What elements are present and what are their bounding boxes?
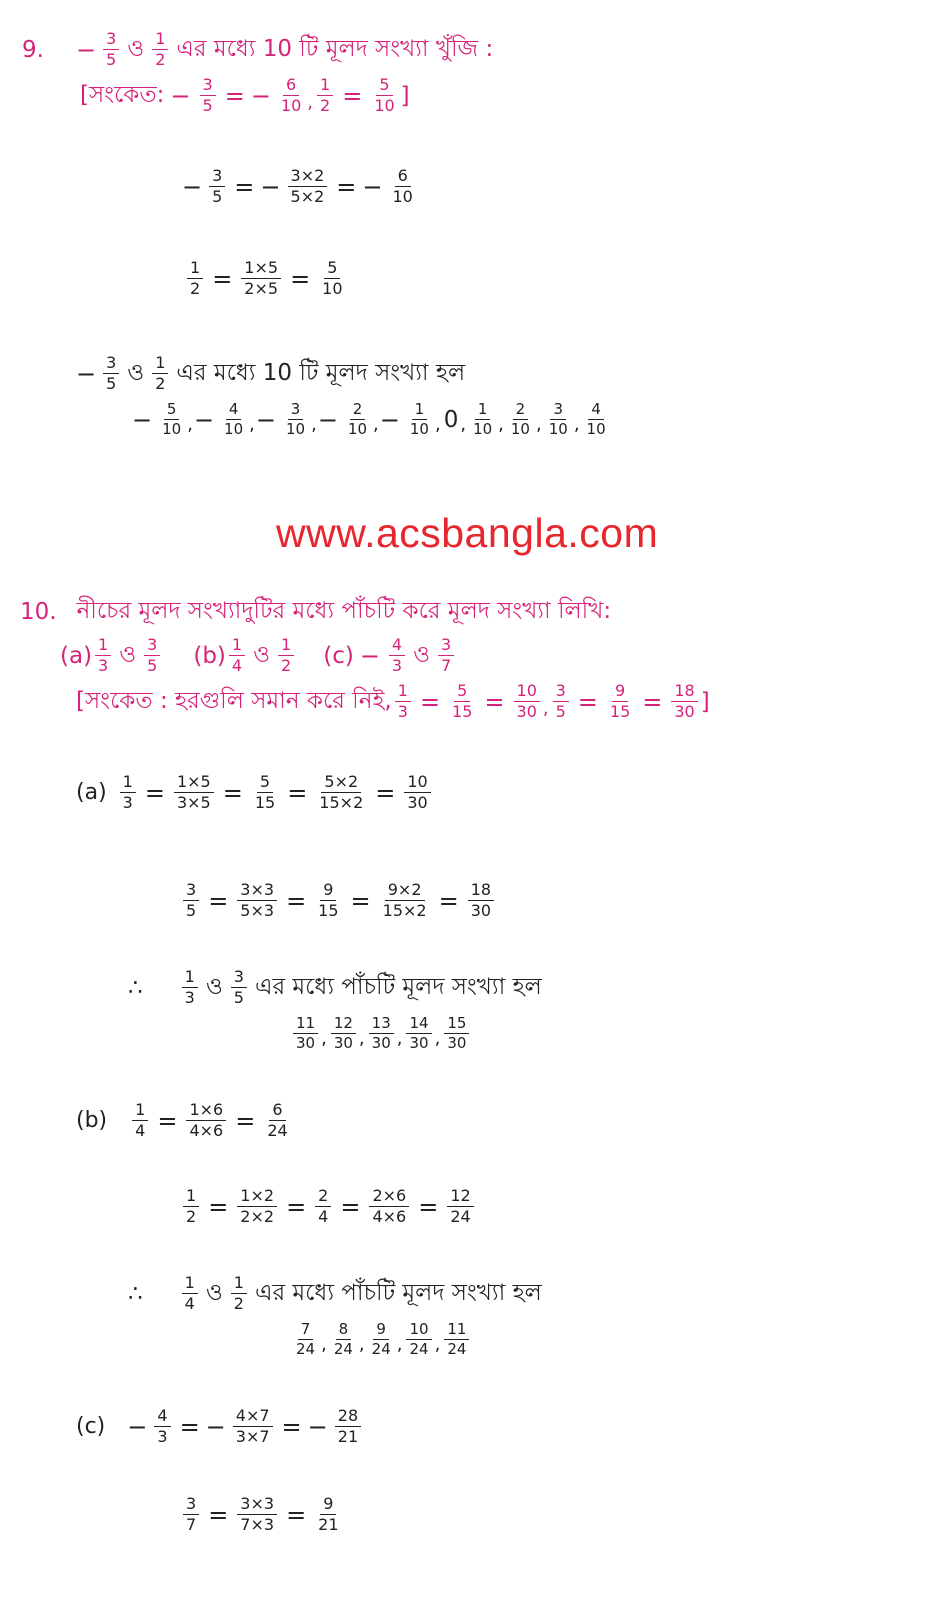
fraction: $\frac{1}{2}$ — [152, 31, 168, 68]
q9-hint: [সংকেত: − $\frac{3}{5}$ = − $\frac{6}{10}$ , $\frac{1}{2}$ = $\frac{5}{10}$ ] — [80, 75, 410, 115]
q10a-equation-2: $\frac{3}{5}$ = $\frac{3\times 3}{5\times 3}$ = $\frac{9}{15}$ = $\frac{9\times 2}{15\times 2}$ = $\frac{18}{30}$ — [180, 882, 497, 919]
q10-parts: (a) $\frac{1}{3}$ ও $\frac{3}{5}$ (b) $\frac{1}{4}$ ও $\frac{1}{2}$ (c) − $\frac{4}{3}$ ও $\frac{3}{7}$ — [60, 636, 457, 675]
fraction: $\frac{3}{5}$ — [103, 31, 119, 68]
q10-hint: [সংকেত : হরগুলি সমান করে নিই, $\frac{1}{3}$ = $\frac{5}{15}$ = $\frac{10}{30}$ , $\frac{3}{5}$ = $\frac{9}{15}$ = $\frac{18}{30}$ ] — [76, 681, 710, 721]
q9-number: 9. — [22, 36, 44, 63]
q10-number: 10. — [20, 598, 57, 625]
hint-label: [সংকেত : হরগুলি সমান করে নিই, — [76, 688, 392, 714]
q10a-answer-list: $\frac{11}{30}$ , $\frac{12}{30}$ , $\frac{13}{30}$ , $\frac{14}{30}$ , $\frac{15}{30}$ — [290, 1016, 472, 1051]
q9-equation-2: $\frac{1}{2}$ = $\frac{1\times 5}{2\times 5}$ = $\frac{5}{10}$ — [184, 260, 349, 297]
q10b-equation-1: (b) $\frac{1}{4}$ = $\frac{1\times 6}{4\times 6}$ = $\frac{6}{24}$ — [76, 1100, 288, 1140]
watermark-url: www.acsbangla.com — [276, 510, 659, 556]
q10a-equation-1: (a) $\frac{1}{3}$ = $\frac{1\times 5}{3\times 5}$ = $\frac{5}{15}$ = $\frac{5\times 2}{15\times 2}$ = $\frac{10}{30}$ — [76, 774, 434, 811]
q10c-equation-1: (c) − $\frac{4}{3}$ = − $\frac{4\times 7}{3\times 7}$ = − $\frac{28}{21}$ — [76, 1408, 364, 1445]
q9-heading-text: এর মধ্যে 10 টি মূলদ সংখ্যা খুঁজি : — [176, 36, 494, 62]
q10b-conclusion: ∴ $\frac{1}{4}$ ও $\frac{1}{2}$ এর মধ্যে পাঁচটি মূলদ সংখ্যা হল — [128, 1273, 542, 1313]
q9-equation-1: − $\frac{3}{5}$ = − $\frac{3\times 2}{5\times 2}$ = − $\frac{6}{10}$ — [182, 166, 413, 206]
q10-heading-text: নীচের মূলদ সংখ্যাদুটির মধ্যে পাঁচটি করে মূলদ সংখ্যা লিখি: — [76, 598, 612, 624]
q10c-equation-2: $\frac{3}{7}$ = $\frac{3\times 3}{7\times 3}$ = $\frac{9}{21}$ — [180, 1496, 345, 1533]
q10a-conclusion: ∴ $\frac{1}{3}$ ও $\frac{3}{5}$ এর মধ্যে পাঁচটি মূলদ সংখ্যা হল — [128, 967, 542, 1007]
q10b-answer-list: $\frac{7}{24}$ , $\frac{8}{24}$ , $\frac{9}{24}$ , $\frac{10}{24}$ , $\frac{11}{24}$ — [290, 1322, 472, 1357]
q10b-equation-2: $\frac{1}{2}$ = $\frac{1\times 2}{2\times 2}$ = $\frac{2}{4}$ = $\frac{2\times 6}{4\times 6}$ = $\frac{12}{24}$ — [180, 1188, 477, 1225]
hint-label: [সংকেত: — [80, 82, 165, 108]
q9-answer-heading: − $\frac{3}{5}$ ও $\frac{1}{2}$ এর মধ্যে 10 টি মূলদ সংখ্যা হল — [76, 353, 466, 393]
q9-answer-list: − $\frac{5}{10}$ , − $\frac{4}{10}$ , − $\frac{3}{10}$ , − $\frac{2}{10}$ , − $\frac{1}{10}$ , 0 , $\frac{1}{10}$ , $\frac{2}{10}$ , $\frac{3}{10}$ , $\frac{4}{10}$ — [132, 400, 606, 438]
q10-heading — [20, 592, 611, 631]
q9-heading: 9. − $\frac{3}{5}$ ও $\frac{1}{2}$ এর মধ্যে 10 টি মূলদ সংখ্যা খুঁজি : — [22, 29, 494, 69]
